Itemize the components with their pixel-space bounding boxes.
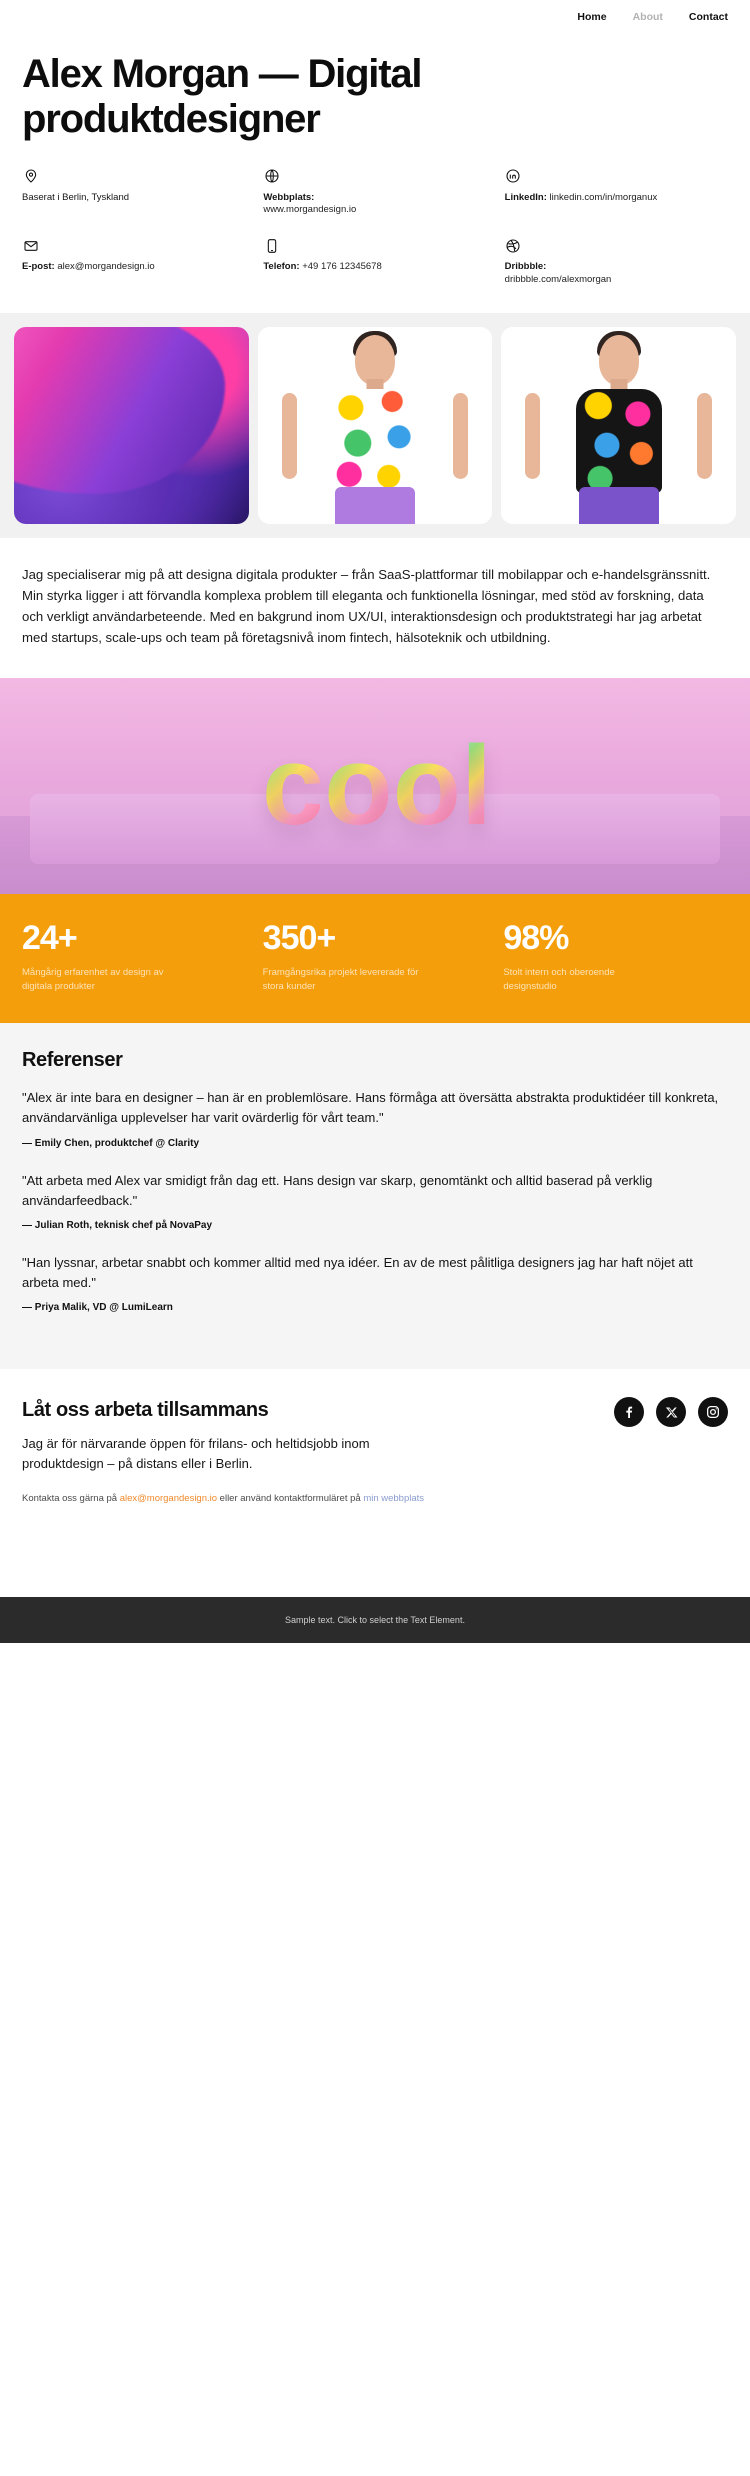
contact-website-value[interactable]: www.morgandesign.io [263, 204, 357, 216]
contact-location-text: Baserat i Berlin, Tyskland [22, 191, 130, 203]
cta-contact-note [22, 1492, 442, 1506]
contact-linkedin [505, 168, 728, 218]
testimonials-section [0, 1023, 750, 1369]
testimonial-attribution: — Julian Roth, teknisk chef på NovaPay [22, 1219, 213, 1231]
stat-item [22, 920, 247, 993]
contact-dribbble [505, 237, 728, 287]
contact-phone-label: Telefon: [263, 261, 300, 273]
social-links [614, 1397, 728, 1427]
mail-icon [22, 237, 39, 254]
cool-banner-image [0, 678, 750, 894]
bio-text: Jag specialiserar mig på att designa digitala produkter – från SaaS-plattformar till mobilappar och e-handelsgränssnitt. Min styrka ligger i att förvandla komplexa problem till eleganta och funktionella lösningar, med stöd av forskning, data och verkligt användarbeteende. Med en bakgrund inom UX/UI, interaktionsdesign och produktstrategi har jag arbetat med startups, scale-ups och team på företagsnivå inom fintech, hälsoteknik och utbildning. [22, 566, 711, 646]
contact-phone-value[interactable]: +49 176 12345678 [302, 261, 382, 273]
model-illustration [501, 327, 736, 524]
stat-item [263, 920, 488, 993]
x-twitter-icon[interactable] [656, 1397, 686, 1427]
cta-note-middle: eller använd kontaktformuläret på [217, 1493, 364, 1505]
cta-heading: Låt oss arbeta tillsammans [22, 1399, 269, 1422]
contact-linkedin-text [505, 192, 728, 205]
contact-phone [263, 237, 486, 287]
contact-phone-text [263, 261, 486, 274]
contact-grid [22, 168, 728, 287]
cta-website-link[interactable]: min webbplats [363, 1493, 425, 1505]
stat-item [503, 920, 728, 993]
cool-letter-1: c [261, 723, 321, 849]
nav-item-about[interactable]: About [632, 11, 663, 23]
stat-number: 98% [503, 919, 569, 958]
cool-word [0, 723, 750, 849]
testimonial-item [22, 1253, 728, 1313]
contact-linkedin-value[interactable]: linkedin.com/in/morganux [549, 191, 658, 203]
footer-spacer [0, 1541, 750, 1597]
footer-bar[interactable] [0, 1597, 750, 1643]
gallery-image-white-tank-top[interactable] [258, 327, 493, 524]
page-title: Alex Morgan — Digital produktdesigner [22, 52, 422, 141]
image-gallery [0, 313, 750, 538]
stat-label: Mångårig erfarenhet av design av digitala produkter [22, 966, 164, 992]
contact-email-value[interactable]: alex@morgandesign.io [57, 261, 155, 273]
contact-website-text [263, 192, 486, 218]
stat-label: Stolt intern och oberoende designstudio [503, 966, 615, 992]
testimonial-item [22, 1171, 728, 1231]
testimonials-heading: Referenser [22, 1049, 123, 1072]
instagram-icon[interactable] [698, 1397, 728, 1427]
cool-letter-2: o [324, 723, 389, 849]
top-navigation [0, 0, 750, 34]
testimonial-quote: "Att arbeta med Alex var smidigt från dag ett. Hans design var skarp, genomtänkt och alltid baserad på verklig användarfeedback." [22, 1172, 653, 1208]
cta-note-prefix: Kontakta oss gärna på [22, 1493, 120, 1505]
contact-dribbble-value[interactable]: dribbble.com/alexmorgan [504, 274, 612, 286]
footer-text: Sample text. Click to select the Text Element. [285, 1614, 465, 1625]
testimonial-attribution: — Emily Chen, produktchef @ Clarity [22, 1137, 200, 1149]
stat-number: 24+ [22, 919, 77, 958]
testimonial-quote: "Han lyssnar, arbetar snabbt och kommer alltid med nya idéer. En av de mest pålitliga designers jag har haft nöjet att arbeta med." [22, 1254, 693, 1290]
stats-section [0, 894, 750, 1023]
contact-website-label: Webbplats: [263, 191, 315, 203]
gallery-image-black-tank-top[interactable] [501, 327, 736, 524]
contact-linkedin-label: LinkedIn: [504, 191, 547, 203]
facebook-icon[interactable] [614, 1397, 644, 1427]
bio-section [0, 538, 750, 679]
globe-icon [263, 168, 280, 185]
location-icon [22, 168, 39, 185]
contact-email-text [22, 261, 245, 274]
linkedin-icon [505, 168, 522, 185]
contact-email [22, 237, 245, 287]
contact-dribbble-text [505, 261, 728, 287]
cool-letter-4: l [461, 723, 489, 849]
cool-letter-3: o [392, 723, 457, 849]
cta-lead-text: Jag är för närvarande öppen för frilans- och heltidsjobb inom produktdesign – på distans eller i Berlin. [22, 1436, 370, 1472]
testimonial-quote: "Alex är inte bara en designer – han är en problemlösare. Hans förmåga att översätta abstrakta produktidéer till konkreta, användarvänliga upplevelser har varit ovärderlig för vårt team." [22, 1090, 719, 1126]
gallery-image-abstract-gradient[interactable] [14, 327, 249, 524]
hero-section [0, 34, 750, 146]
nav-item-contact[interactable]: Contact [688, 11, 728, 23]
contact-section [0, 146, 750, 313]
testimonial-attribution: — Priya Malik, VD @ LumiLearn [22, 1302, 173, 1314]
testimonial-item [22, 1088, 728, 1148]
contact-email-label: E-post: [22, 261, 55, 273]
model-illustration [258, 327, 493, 524]
cta-email-link[interactable]: alex@morgandesign.io [119, 1493, 218, 1505]
nav-item-home[interactable]: Home [577, 11, 607, 23]
contact-website [263, 168, 486, 218]
stat-number: 350+ [262, 919, 336, 958]
dribbble-icon [505, 237, 522, 254]
phone-icon [263, 237, 280, 254]
stat-label: Framgångsrika projekt levererade för stora kunder [262, 966, 419, 992]
cta-section [0, 1369, 750, 1541]
contact-dribbble-label: Dribbble: [504, 261, 547, 273]
contact-location [22, 168, 245, 218]
